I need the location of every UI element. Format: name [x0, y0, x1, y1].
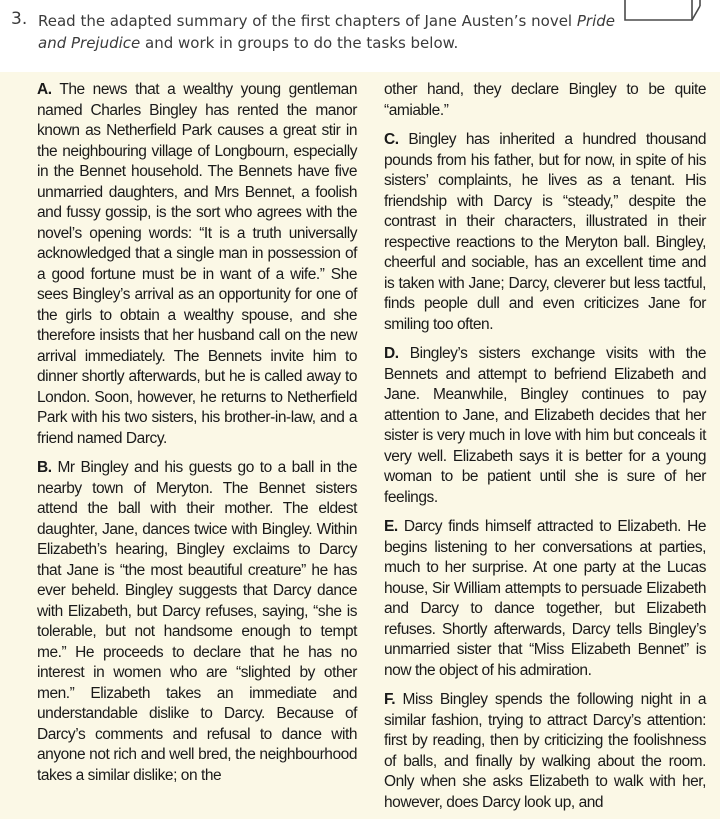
task-instructions	[38, 10, 618, 54]
paragraph-f	[384, 690, 706, 813]
paragraph-f-text: Miss Bingley spends the following night in a similar fashion, trying to attract Darcy’s attention: first by reading, then by criticizing the foolishness of balls, and finally by walking about the room. Only when she asks Elizabeth to walk with her, however, does Darcy look up, and	[384, 691, 706, 811]
paragraph-c-text: Bingley has inherited a hundred thousand pounds from his father, but for now, in spite of his sisters’ complaints, he lives as a tenant. His friendship with Darcy is “steady,” despite the contrast in their characters, illustrated in their respective reactions to the Meryton ball. Bingley, cheerful and sociable, has an excellent time and is taken with Jane; Darcy, cleverer but less tactful, finds people dull and even criticizes Jane for smiling too often.	[384, 131, 706, 333]
paragraph-b-text: Mr Bingley and his guests go to a ball in the nearby town of Meryton. The Bennet sisters attend the ball with their mother. The eldest daughter, Jane, dances twice with Bingley. Within Elizabeth’s hearing, Bingley exclaims to Darcy that Jane is “the most beautiful creature” he has ever beheld. Bingley suggests that Darcy dance with Elizabeth, but Darcy refuses, saying, “she is tolerable, but not handsome enough to tempt me.” He proceeds to declare that he has no interest in women who are “slighted by other men.” Elizabeth takes an immediate and understandable dislike to Darcy. Because of Darcy’s comments and refusal to dance with anyone not rich and well bred, the neighbourhood takes a similar dislike; on the	[37, 459, 358, 784]
task-text-after: and work in groups to do the tasks below.	[140, 34, 459, 52]
paragraph-b-letter: B.	[37, 459, 52, 476]
task-number: 3.	[11, 9, 28, 29]
paragraph-d	[384, 344, 706, 508]
novel-title: Pride and Prejudice	[38, 12, 615, 52]
paragraph-c	[384, 130, 706, 335]
paragraph-a	[37, 80, 357, 449]
paragraph-b-continued: other hand, they declare Bingley to be quite “amiable.”	[384, 81, 706, 119]
paragraph-a-letter: A.	[37, 81, 52, 98]
paragraph-c-letter: C.	[384, 131, 399, 148]
paragraph-e-text: Darcy finds himself attracted to Elizabeth. He begins listening to her conversations at parties, much to her surprise. At one party at the Lucas house, Sir William attempts to persuade Elizabeth and Darcy to dance together, but Elizabeth refuses. Shortly afterwards, Darcy tells Bingley’s unmarried sister that “Miss Elizabeth Bennet” is now the object of his admiration.	[384, 518, 707, 679]
box-icon	[622, 0, 702, 28]
paragraph-d-letter: D.	[384, 345, 399, 362]
paragraph-d-text: Bingley’s sisters exchange visits with the Bennets and attempt to befriend Elizabeth and Jane. Meanwhile, Bingley continues to pay attention to Jane, and Elizabeth decides that her sister is very much in love with him but conceals it very well. Elizabeth says it is better for a young woman to be patient until she is sure of her feelings.	[384, 345, 706, 506]
summary-column-left	[37, 80, 357, 795]
paragraph-e	[384, 517, 706, 681]
paragraph-a-text: The news that a wealthy young gentleman named Charles Bingley has rented the manor known as Netherfield Park causes a great stir in the neighbouring village of Longbourn, especially in the Bennet household. The Bennets have five unmarried daughters, and Mrs Bennet, a foolish and fussy gossip, is the sort who agrees with the novel’s opening words: “It is a truth universally acknowledged that a single man in possession of a good fortune must be in want of a wife.” She sees Bingley’s arrival as an opportunity for one of the girls to obtain a wealthy spouse, and she therefore insists that her husband call on the new arrival immediately. The Bennets invite him to dinner shortly afterwards, but he is called away to London. Soon, however, he returns to Netherfield Park with his two sisters, his brother-in-law, and a friend named Darcy.	[37, 81, 357, 447]
summary-column-right	[384, 80, 706, 819]
paragraph-b	[37, 458, 357, 786]
paragraph-e-letter: E.	[384, 518, 398, 535]
task-header	[0, 0, 720, 72]
summary-content	[0, 72, 720, 819]
task-text-before: Read the adapted summary of the first chapters of Jane Austen’s novel	[38, 12, 577, 30]
paragraph-f-letter: F.	[384, 691, 396, 708]
